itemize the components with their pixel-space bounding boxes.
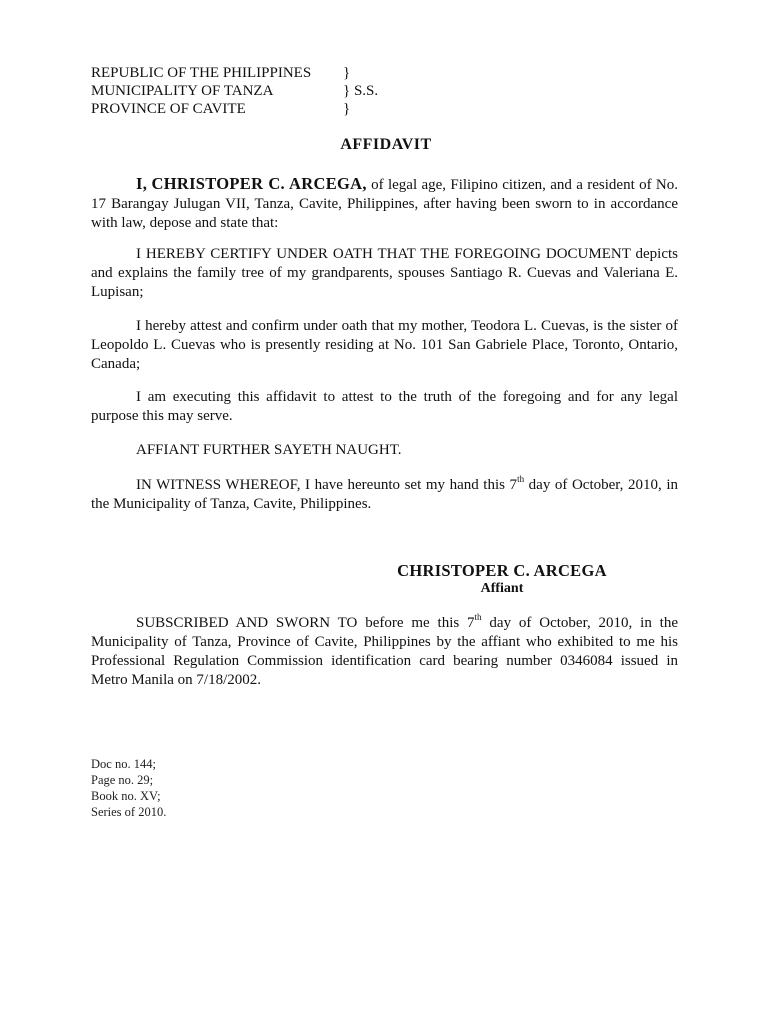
naught-text: AFFIANT FURTHER SAYETH NAUGHT.: [136, 442, 402, 458]
venue-municipality: MUNICIPALITY OF TANZA: [91, 83, 274, 99]
paragraph-certification: [91, 245, 678, 302]
paragraph-purpose: [91, 388, 678, 426]
affiant-name-inline: CHRISTOPER C. ARCEGA,: [151, 174, 367, 193]
jurat-text-b: day of October, 2010, in the Municipality of Tanza, Province of Cavite, Philippines by the affiant who exhibited to me his Professional Regulation Commission identification card bearing number 0346084 issued in Metro Manila on 7/18/2002.: [91, 615, 678, 688]
witness-text-b: day of October, 2010, in the Municipality of Tanza, Cavite, Philippines.: [91, 477, 678, 512]
notarial-register-block: [91, 756, 166, 820]
affiant-pronoun: I,: [136, 174, 148, 193]
signatory-name: CHRISTOPER C. ARCEGA: [397, 561, 607, 580]
book-number: Book no. XV;: [91, 789, 161, 803]
paragraph-attestation: [91, 317, 678, 374]
series-year: Series of 2010.: [91, 805, 167, 819]
paragraph-witness: [91, 476, 678, 514]
document-title: AFFIDAVIT: [340, 136, 432, 153]
paragraph-naught: [91, 441, 678, 460]
doc-number: Doc no. 144;: [91, 757, 156, 771]
jurat-text-a: SUBSCRIBED AND SWORN TO before me this 7: [136, 615, 475, 631]
venue-province: PROVINCE OF CAVITE: [91, 101, 246, 117]
jurat-ordinal: th: [474, 612, 482, 622]
witness-ordinal: th: [517, 474, 525, 484]
signatory-role: Affiant: [480, 581, 524, 596]
venue-republic: REPUBLIC OF THE PHILIPPINES: [91, 65, 312, 81]
venue-block: [91, 64, 378, 118]
venue-line-2: [91, 82, 378, 100]
venue-line-1: [91, 64, 378, 82]
venue-line-3: [91, 100, 378, 118]
page-number: Page no. 29;: [91, 773, 154, 787]
certification-text: I HEREBY CERTIFY UNDER OATH THAT THE FOREGOING DOCUMENT depicts and explains the family tree of my grandparents, spouses Santiago R. Cuevas and Valeriana E. Lupisan;: [91, 246, 678, 300]
purpose-text: I am executing this affidavit to attest to the truth of the foregoing and for any legal purpose this may serve.: [91, 389, 678, 424]
signature-block: [377, 561, 627, 597]
document-title-wrap: [0, 136, 768, 154]
venue-brace-2: } S.S.: [343, 83, 379, 99]
attestation-text: I hereby attest and confirm under oath that my mother, Teodora L. Cuevas, is the sister of Leopoldo L. Cuevas who is presently residing at No. 101 San Gabriele Place, Toronto, Ontario, Canada;: [91, 318, 678, 372]
venue-brace-1: }: [343, 65, 351, 81]
venue-brace-3: }: [343, 101, 351, 117]
affiant-details: of legal age, Filipino citizen, and a resident of No. 17 Barangay Julugan VII, Tanza, Cavite, Philippines, after having been sworn to in accordance with law, depose and state that:: [91, 177, 678, 231]
paragraph-jurat: [91, 614, 678, 690]
witness-text-a: IN WITNESS WHEREOF, I have hereunto set my hand this 7: [136, 477, 518, 493]
paragraph-affiant-identity: [91, 174, 678, 233]
